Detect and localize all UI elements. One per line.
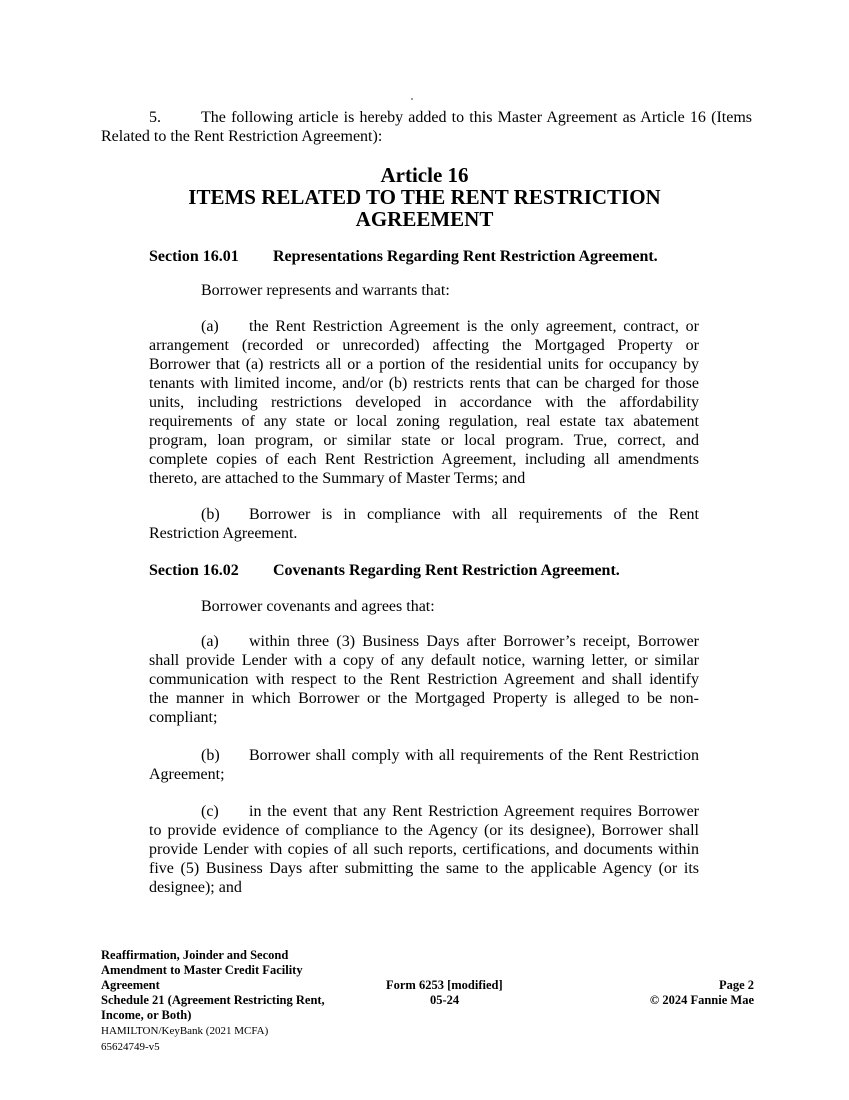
section-16-02-number: Section 16.02 [149, 562, 239, 579]
section-16-01-a-line: requirements of any state or local zoning regulation, real estate tax abatement [149, 413, 699, 430]
section-16-02-a-line: the manner in which Borrower or the Mortgaged Property is alleged to be non- [149, 690, 699, 707]
footer-title-line: Reaffirmation, Joinder and Second [101, 948, 289, 962]
section-16-01-a-first-line: the Rent Restriction Agreement is the only agreement, contract, or [249, 318, 699, 335]
section-16-02-c-line: provide Lender with copies of all such reports, certifications, and documents within [149, 841, 699, 858]
footer-form-date: 05-24 [430, 993, 460, 1007]
article-heading-line-1: ITEMS RELATED TO THE RENT RESTRICTION [188, 185, 661, 209]
section-16-01-b-last-line: Restriction Agreement. [149, 525, 298, 542]
intro-line-2: Related to the Rent Restriction Agreement): [101, 128, 383, 145]
scan-mark [411, 98, 413, 100]
section-16-01-a-line: complete copies of each Rent Restriction Agreement, including all amendments [149, 451, 699, 468]
article-heading-line-2: AGREEMENT [355, 207, 494, 231]
section-16-02-a-label: (a) [201, 633, 219, 650]
intro-number: 5. [149, 109, 161, 126]
section-16-02-a-last-line: compliant; [149, 709, 218, 726]
section-16-01-title: Representations Regarding Rent Restriction Agreement. [273, 248, 658, 265]
section-16-01-a-line: program, loan program, or similar state or local program. True, correct, and [149, 432, 699, 449]
section-16-02-b-label: (b) [201, 747, 220, 764]
section-16-02-b-first-line: Borrower shall comply with all requirements of the Rent Restriction [249, 747, 699, 764]
section-16-01-lead: Borrower represents and warrants that: [201, 282, 450, 299]
section-16-02-lead: Borrower covenants and agrees that: [201, 598, 435, 615]
section-16-02-title: Covenants Regarding Rent Restriction Agreement. [273, 562, 620, 579]
section-16-01-a-line: tenants with limited income, and/or (b) restricts rents that can be charged for those [149, 375, 699, 392]
section-16-02-a-line: shall provide Lender with a copy of any default notice, warning letter, or similar [149, 652, 699, 669]
section-16-02-c-label: (c) [201, 803, 219, 820]
section-16-02-a-first-line: within three (3) Business Days after Borrower’s receipt, Borrower [249, 633, 699, 650]
section-16-02-a-line: communication with respect to the Rent Restriction Agreement and shall identify [149, 671, 699, 688]
section-16-02-c-first-line: in the event that any Rent Restriction Agreement requires Borrower [249, 803, 699, 820]
section-16-02-b-last-line: Agreement; [149, 766, 225, 783]
footer-doc-id: 65624749-v5 [101, 1041, 160, 1053]
section-16-01-a-line: arrangement (recorded or unrecorded) affecting the Mortgaged Property or [149, 337, 699, 354]
section-16-01-a-label: (a) [201, 318, 219, 335]
footer-doc-ref: HAMILTON/KeyBank (2021 MCFA) [101, 1025, 269, 1037]
footer-title-line: Income, or Both) [101, 1008, 192, 1022]
footer-title-line: Schedule 21 (Agreement Restricting Rent, [101, 993, 325, 1007]
section-16-01-a-line: Borrower that (a) restricts all or a portion of the residential units for occupancy by [149, 356, 699, 373]
section-16-02-c-line: five (5) Business Days after submitting the same to the applicable Agency (or its [149, 860, 699, 877]
section-16-02-c-last-line: designee); and [149, 879, 242, 896]
footer-title-line: Agreement [101, 978, 160, 992]
section-16-01-a-line: units, including restrictions developed in accordance with the affordability [149, 394, 699, 411]
section-16-01-a-last-line: thereto, are attached to the Summary of Master Terms; and [149, 470, 526, 487]
section-16-01-b-first-line: Borrower is in compliance with all requirements of the Rent [249, 506, 699, 523]
footer-page-number: Page 2 [718, 978, 754, 992]
footer-copyright: © 2024 Fannie Mae [649, 993, 754, 1007]
footer-form: Form 6253 [modified] [386, 978, 503, 992]
intro-line-1: The following article is hereby added to this Master Agreement as Article 16 (Items [201, 109, 752, 126]
section-16-02-c-line: to provide evidence of compliance to the Agency (or its designee), Borrower shall [149, 822, 699, 839]
article-title: Article 16 [380, 163, 469, 187]
section-16-01-b-label: (b) [201, 506, 220, 523]
section-16-01-number: Section 16.01 [149, 248, 239, 265]
footer-title-line: Amendment to Master Credit Facility [101, 963, 303, 977]
